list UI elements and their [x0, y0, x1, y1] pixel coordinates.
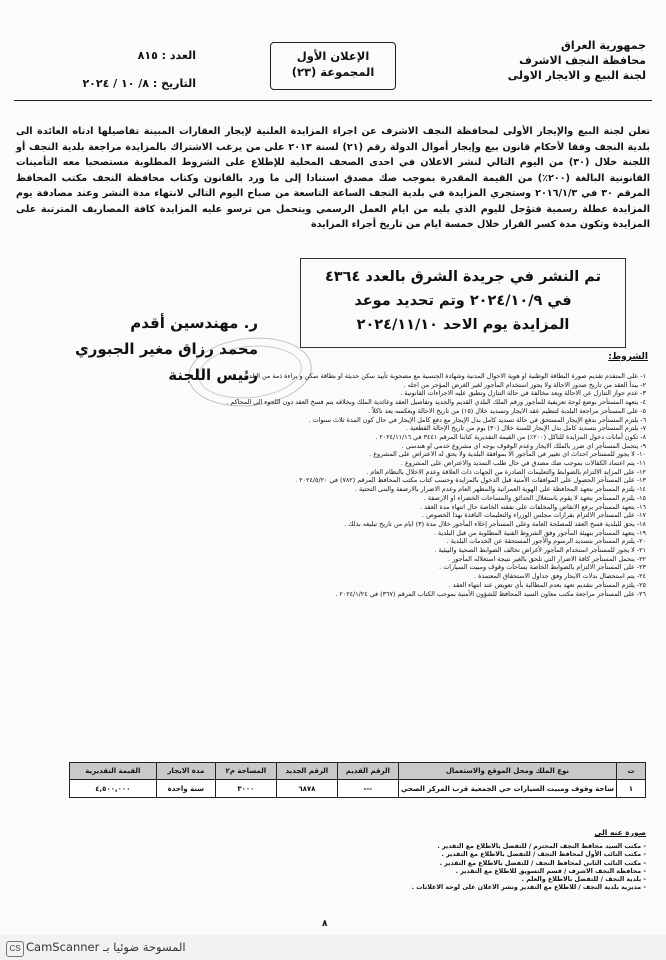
- copies-list: [240, 843, 646, 893]
- condition-item: ١٧- على المستأجر الالتزام بقرارات مجلس الوزراء والتعليمات النافذة بهذا الخصوص .: [422, 511, 646, 520]
- issuer-line: محافظة النجف الاشرف: [519, 54, 646, 67]
- signature-rank: ر. مهندسين أقدم: [130, 314, 258, 332]
- condition-item: ٢٦- على المستأجر مراجعة مكتب معاون السيد المحافظ للشؤون الأمنية بموجب الكتاب المرقم (٣٦٧) في ٢٠٢٤/١/٢٤ .: [335, 589, 646, 598]
- stamp-line: في ٢٠٢٤/١٠/٩ وتم تحديد موعد: [354, 293, 572, 309]
- intro-paragraph: تعلن لجنة البيع والإيجار الأولى لمحافظة النجف الاشرف عن اجراء المزايدة العلنية لإيجار العقارات المبينة تفاصيلها ادناه العائدة الى بلدية النجف وفقا لأحكام قانون بيع وإيجار أموال الدولة رقم (٢١) لسنة ٢٠١٣ على من يرغب الاشتراك بالمزايدة مراجعة بلدية النجف أو اللجنة خلال (٣٠) من اليوم التالي لنشر الاعلان في احدى الصحف المحلية للإطلاع على الشروط المطلوبة مستصحبا معه التأمينات القانونية البالغة (٢٠٠٪) من القيمة المقدرة بموجب صك مصدق استنادا إلى ما ورد بالقانون وكتاب محافظة النجف مكتب المحافظ المرقم ٣٠ في ٢٠١٦/١/٣ وستجري المزايدة في بلدية النجف الساعة التاسعة من صباح اليوم التالي لانتهاء مدة النشر وعند مصادفة يوم المزايدة عطلة رسمية فتؤجل لليوم الذي يليه من ايام العمل الرسمي ويتحمل من ترسو عليه المزايدة كافة المصاريف المترتبة على المزايدة وتكون مدة كسر القرار خلال خمسة ايام من تاريخ أجراء المزايدة: [16, 126, 651, 230]
- condition-item: ٢٠- يلتزم المستأجر بتسديد الرسوم والأجور المستحقة عن الخدمات البلدية .: [446, 537, 646, 546]
- copy-recipient: - مكتب النائب الأول لمحافظ النجف / للتفضل بالاطلاع مع التقدير .: [441, 851, 646, 859]
- condition-item: ١٨- يحق للبلدية فسخ العقد للمصلحة العامة وعلى المستأجر إخلاء المأجور خلال مدة (٣) ايام من تاريخ تبليغه بذلك .: [344, 519, 646, 528]
- condition-item: ٢٢- يتحمل المستأجر كافة الاضرار التي تلحق بالغير نتيجة استغلاله المأجور .: [448, 554, 646, 563]
- condition-item: ١٩- يتعهد المستأجر بتهيئة المأجور وفق الشروط الفنية المطلوبة من قبل البلدية .: [433, 528, 646, 537]
- signature-title: رئيس اللجنة: [168, 366, 258, 384]
- condition-item: ٨- تكون أمانات دخول المزايدة للناكل (٢٠٠٪) من القيمة التقديرية كتابنا المرقم ٣٤٤١ في ٢٠٢٤/١١/١٦ .: [375, 432, 646, 441]
- condition-item: ٥- على المستأجر مراجعة البلدية لتنظيم عقد الايجار وتسديد خلال (١٥) من تاريخ الاحالة وبعكسه يعد ناكلاً .: [368, 406, 646, 415]
- condition-item: ٢٤- يتم استحصال بدلات الايجار وفق جداول الاستحقاق المعتمدة .: [474, 572, 646, 581]
- scanner-watermark: المسوحة ضوئيا بـ CamScanner: [26, 940, 186, 954]
- table-header: القيمة التقديرية: [69, 763, 156, 780]
- condition-item: ١- على المتقدم تقديم صورة البطاقة الوطنية او هوية الاحوال المدنية وشهادة الجنسية مع مصحوبة تأييد سكن حديثة او بطاقة سكن و براءة ذمة من البلدية .: [239, 372, 646, 380]
- announcement-group: المجموعة (٢٣): [291, 65, 375, 79]
- copy-recipient: - مديرية بلدية النجف / للاطلاع مع التقدير ونشر الاعلان على لوحة الاعلانات .: [411, 884, 646, 892]
- condition-item: ١٢- على المزايد الالتزام بالضوابط والتعليمات الصادرة من الجهات ذات العلاقة وعدم الاخلال بالنظام العام .: [366, 467, 646, 476]
- table-cell: ---: [337, 780, 398, 798]
- publication-stamp: [300, 258, 626, 348]
- table-header-row: [69, 763, 645, 780]
- table-cell: ٤,٥٠٠,٠٠٠: [69, 780, 156, 798]
- condition-item: ٦- يلتزم المستأجر بدفع الإيجار المستحق في حالة تسديد كامل بدل الإيجار مع دفع كامل الإيجار في حال كون المدة ثلاث سنوات .: [308, 415, 646, 424]
- table-header: الرقم الجديد: [276, 763, 337, 780]
- copies-title: صورة عنه الى: [594, 828, 646, 837]
- stamp-line: تم النشر في جريدة الشرق بالعدد ٤٣٦٤: [324, 269, 602, 285]
- announcement-title: الإعلان الأول: [296, 49, 370, 63]
- condition-item: ٢- يبدأ العقد من تاريخ صدور الاحالة ولا يجوز استخدام المأجور لغير الغرض المؤجر من اجله .: [403, 380, 646, 389]
- condition-item: ١٥- يلتزم المستأجر بتعهد لا يقوم باستغلال الحدائق والمساحات الخضراء او الارصفة .: [423, 493, 646, 502]
- table-cell: ساحة وقوف ومبيت السيارات حي الجمعية قرب المركز الصحي: [398, 780, 616, 798]
- condition-item: ٣- عدم جواز التنازل عن الاحالة ويعد مخالفة في حالة التنازل وتطبق عليه الاجراءات القانونية .: [400, 389, 646, 398]
- table-row: [69, 780, 645, 798]
- issuer-line: جمهورية العراق: [561, 39, 646, 52]
- reference-header: [46, 42, 196, 98]
- page-number: ٨: [322, 919, 328, 929]
- condition-item: ١٤- يلتزم المستأجر بتعهد المحافظة على الهوية العمرانية والمظهر العام وعدم الاضرار بالارصفة والبنى التحتية .: [354, 485, 646, 494]
- signature-name: محمد رزاق مغير الجبوري: [74, 340, 258, 358]
- table-cell: ١: [617, 780, 646, 798]
- condition-item: ١٦- يتعهد المستأجر برفع الانقاض والمخلفات على نفقته الخاصة حال انتهاء مدة العقد .: [420, 502, 646, 511]
- condition-item: ٢١- لا يجوز للمستأجر استخدام المأجور لأغراض تخالف الضوابط الصحية والبيئية .: [434, 546, 646, 555]
- table-cell: ٣٠٠٠: [215, 780, 276, 798]
- conditions-list: [18, 372, 646, 598]
- stamp-line: المزايدة يوم الاحد ٢٠٢٤/١١/١٠: [356, 317, 570, 333]
- issuer-header: [476, 38, 646, 83]
- table-header: مدة الايجار: [156, 763, 215, 780]
- copy-recipient: - مكتب السيد محافظ النجف المحترم / للتفضل بالاطلاع مع التقدير .: [437, 843, 646, 850]
- table-cell: سنة واحدة: [156, 780, 215, 798]
- camscanner-logo-icon: CS: [6, 941, 24, 957]
- condition-item: ٩- يتحمل المستأجر اي ضرر بالملك الايجار وعدم الوقوف بوجه اي مشروع خدمي او هندسي .: [401, 441, 646, 450]
- table-header: الرقم القديم: [337, 763, 398, 780]
- table-cell: ٦٨٧٨: [276, 780, 337, 798]
- condition-item: ٢٥- يلتزم المستأجر بتقديم تعهد بعدم المطالبة بأي تعويض عند انتهاء العقد .: [448, 580, 646, 589]
- property-table: [69, 762, 646, 798]
- condition-item: ٧- يلتزم المستأجر بتسديد كامل بدل الإيجار للسنة خلال (٣٠) يوم من تاريخ الإحالة القطعية .: [405, 424, 646, 433]
- table-header: ت: [617, 763, 646, 780]
- reference-number: العدد : ٨١٥: [137, 49, 196, 62]
- condition-item: ١١- يتم اعتماد الكفالات بموجب صك مصدق في حال طلب التمديد والاعتراض على المشروع .: [400, 459, 646, 468]
- announcement-box: [270, 42, 396, 90]
- table-header: المساحة م٢: [215, 763, 276, 780]
- condition-item: ١٣- على المستأجر الحصول على الموافقات الأمنية قبل الدخول بالمزايدة وحسب كتاب مكتب المحافظ المرقم (٧٨٢) في ٢٠٢٤/٥/٢٠ .: [295, 476, 646, 485]
- copy-recipient: - محافظة النجف الاشرف / قسم التسويق للاطلاع مع التقدير .: [455, 867, 646, 875]
- copy-recipient: - مكتب النائب الثاني لمحافظ النجف / للتفضل بالاطلاع مع التقدير .: [439, 859, 646, 867]
- header-divider: [14, 100, 652, 101]
- issuer-line: لجنة البيع و الايجار الاولى: [507, 69, 646, 82]
- condition-item: ٤- يتعهد المستأجر بوضع لوحة تعريفية للمأجور ورقم الملك البلدي القديم والجديد وتفاصيل العقد وعائدية الملك وبخلافه يتم فسخ العقد دون اللجوء الى المحاكم .: [226, 398, 646, 407]
- reference-date: التاريخ : ٨/ ١٠ / ٢٠٢٤: [82, 77, 196, 90]
- copy-recipient: - بلدية النجف / للتفضل بالاطلاع والعلم .: [521, 876, 646, 884]
- condition-item: ٢٣- على المستأجر الالتزام بالضوابط الخاصة بساحات وقوف ومبيت السيارات .: [439, 563, 646, 572]
- conditions-title: الشروط:: [608, 352, 648, 362]
- condition-item: ١٠- لا يجوز للمستأجر احداث اي تغيير في المأجور الا بموافقة البلدية ولا يحق له الاعتراض على المشروع .: [369, 450, 646, 459]
- table-header: نوع الملك ومحل الموقع والاستعمال: [398, 763, 616, 780]
